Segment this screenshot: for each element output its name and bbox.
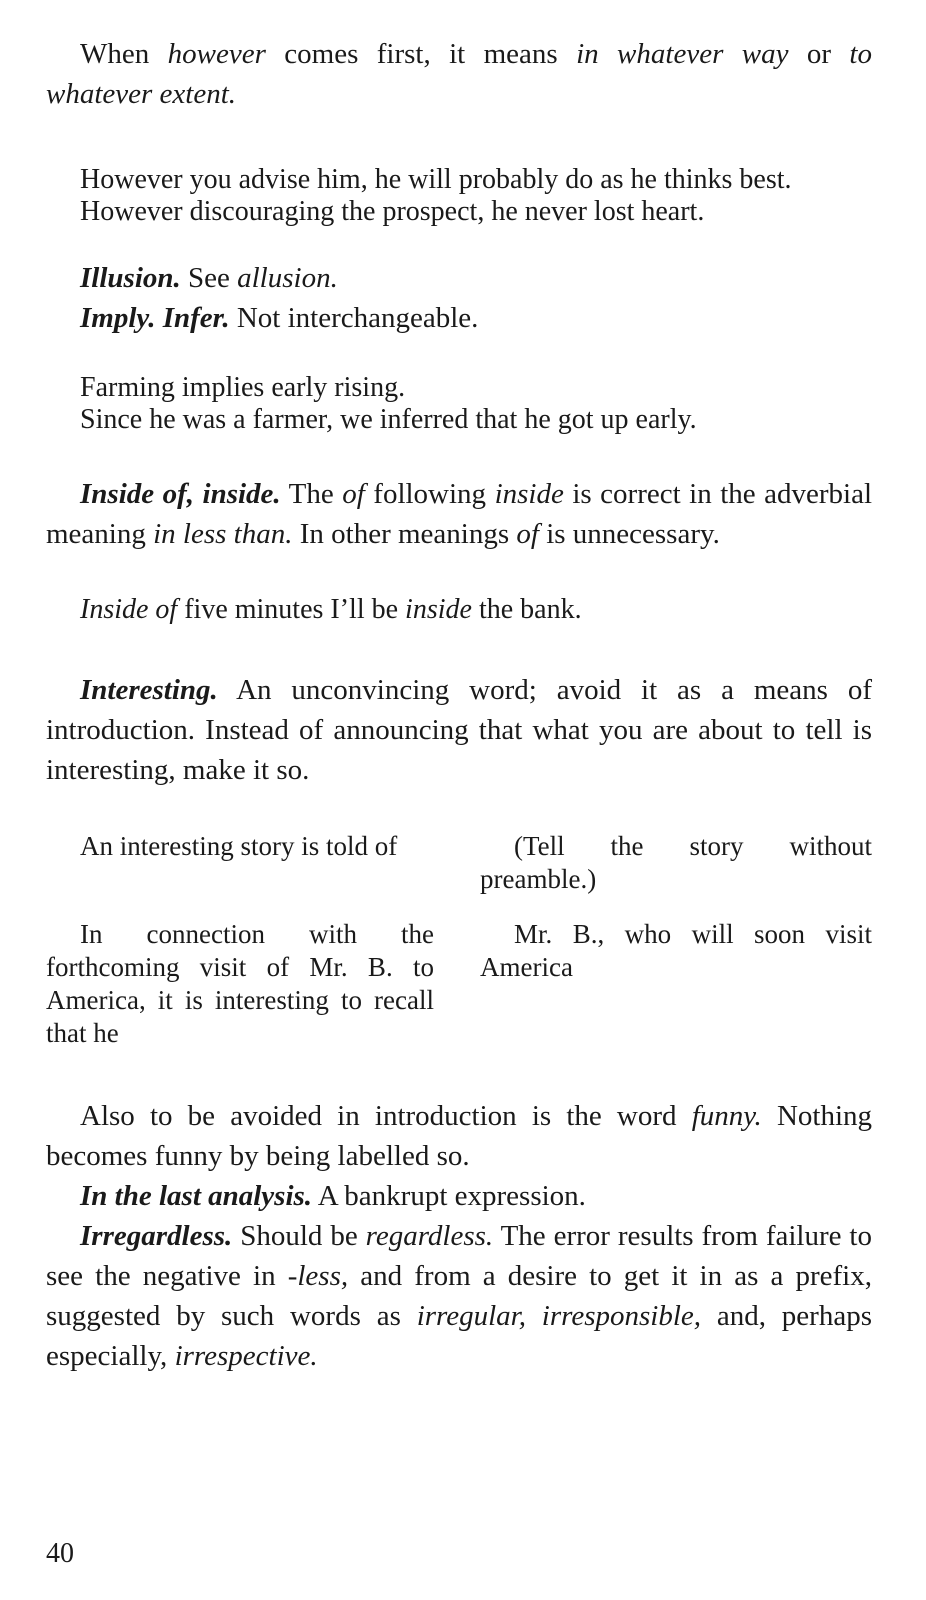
entry-interesting bbox=[46, 670, 872, 790]
text-span: and from a desire to get it in as a prefix, suggested by such words as bbox=[46, 1260, 872, 1332]
text-span: The bbox=[280, 478, 343, 510]
example-wrong-text: An interesting story is told of bbox=[80, 831, 398, 861]
entry-term: Imply. Infer. bbox=[80, 302, 230, 334]
italic-span: Inside of bbox=[80, 594, 178, 625]
text-span: and, perhaps especially, bbox=[46, 1300, 872, 1372]
italic-span: irregular, irresponsible, bbox=[416, 1300, 702, 1332]
italic-span: however bbox=[167, 38, 266, 70]
text-span: Not interchangeable. bbox=[229, 302, 479, 334]
example-right-text: Mr. B., who will soon visit America bbox=[480, 919, 872, 982]
text-span: Nothing becomes funny by being labelled so. bbox=[46, 1100, 873, 1172]
example-wrong-text: In connection with the forthcoming visit of Mr. B. to America, it is interesting to recall that he bbox=[46, 919, 434, 1048]
entry-term: Interesting. bbox=[80, 674, 218, 706]
italic-span: funny. bbox=[691, 1100, 762, 1132]
however-explanation-paragraph bbox=[46, 34, 872, 114]
interesting-example-row-2 bbox=[46, 918, 872, 1050]
italic-span: irrespective. bbox=[174, 1340, 318, 1372]
entry-irregardless bbox=[46, 1216, 872, 1376]
example-right-column bbox=[480, 918, 872, 1050]
italic-span: allusion. bbox=[237, 262, 338, 294]
text-span: Should be bbox=[232, 1220, 366, 1252]
entry-term: Irregardless. bbox=[80, 1220, 233, 1252]
entry-term: Illusion. bbox=[80, 262, 181, 294]
text-span: five minutes I’ll be bbox=[177, 594, 406, 625]
imply-example-1: Farming implies early rising. bbox=[80, 372, 406, 403]
italic-span: inside bbox=[405, 594, 472, 625]
text-span: The error results from failure to see the negative in bbox=[46, 1220, 872, 1292]
text-span: Also to be avoided in introduction is the word bbox=[80, 1100, 692, 1132]
text-span: is correct in the adverbial meaning bbox=[46, 478, 873, 550]
inside-example bbox=[46, 594, 872, 626]
interesting-example-row-1 bbox=[46, 830, 872, 896]
italic-span: regardless. bbox=[365, 1220, 494, 1252]
example-right-text: (Tell the story without preamble.) bbox=[480, 831, 872, 894]
entry-term: In the last analysis. bbox=[80, 1180, 313, 1212]
book-page bbox=[46, 34, 872, 1376]
text-span: See bbox=[180, 262, 238, 294]
entry-imply-infer bbox=[46, 298, 872, 338]
example-wrong-column bbox=[46, 830, 434, 896]
example-wrong-column bbox=[46, 918, 434, 1050]
text-span: comes first, it means bbox=[265, 38, 577, 70]
however-example-2: However discouraging the prospect, he never lost heart. bbox=[80, 196, 705, 227]
italic-span: to whatever extent. bbox=[46, 38, 872, 110]
text-span: In other meanings bbox=[292, 518, 517, 550]
entry-term: Inside of, inside. bbox=[80, 478, 281, 510]
italic-span: in whatever way bbox=[576, 38, 789, 70]
text-span: is unnecessary. bbox=[538, 518, 720, 550]
italic-span: inside bbox=[494, 478, 564, 510]
italic-span: -less, bbox=[287, 1260, 349, 1292]
however-example-1: However you advise him, he will probably do as he thinks best. bbox=[80, 164, 792, 195]
text-span: or bbox=[788, 38, 850, 70]
example-right-column bbox=[480, 830, 872, 896]
page-number: 40 bbox=[46, 1538, 74, 1569]
italic-span: of bbox=[342, 478, 365, 510]
entry-inside-of bbox=[46, 474, 872, 554]
text-span: A bankrupt expression. bbox=[312, 1180, 586, 1212]
text-span: An unconvincing word; avoid it as a means of introduction. Instead of announcing that what you are about to tell is interesting, make it so. bbox=[46, 674, 872, 786]
funny-paragraph bbox=[46, 1096, 872, 1176]
italic-span: in less than. bbox=[153, 518, 293, 550]
entry-illusion bbox=[46, 258, 872, 298]
text-span: When bbox=[80, 38, 168, 70]
italic-span: of bbox=[516, 518, 539, 550]
imply-example-2: Since he was a farmer, we inferred that he got up early. bbox=[80, 404, 697, 435]
text-span: following bbox=[364, 478, 495, 510]
text-span: the bank. bbox=[471, 594, 582, 625]
entry-in-the-last-analysis bbox=[46, 1176, 872, 1216]
